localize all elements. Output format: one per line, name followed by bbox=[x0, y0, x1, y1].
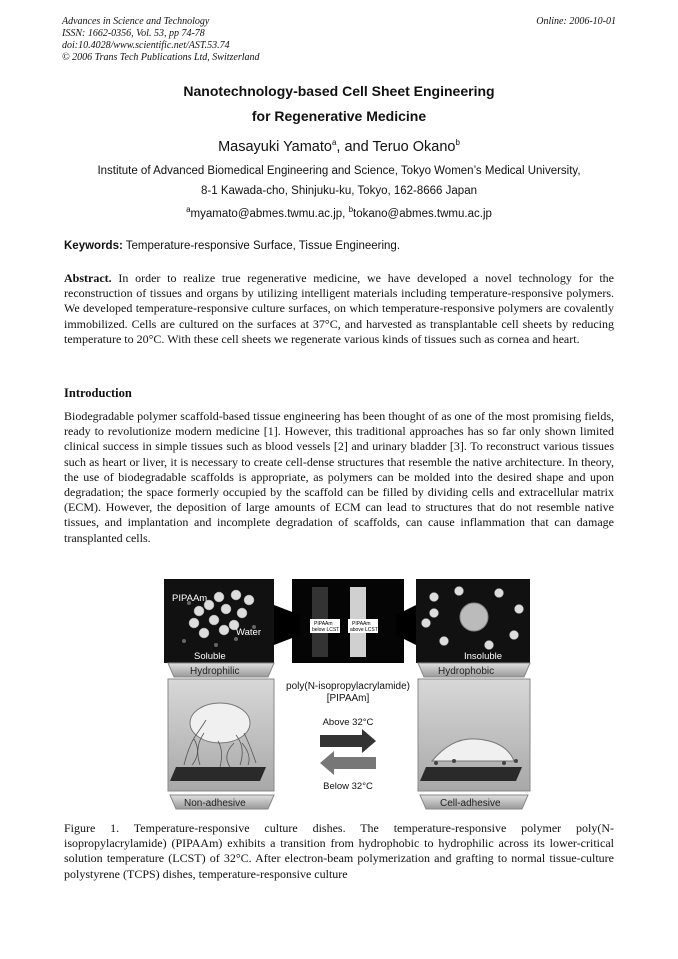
keywords-label: Keywords: bbox=[64, 240, 123, 252]
issn: ISSN: 1662-0356, Vol. 53, pp 74-78 bbox=[62, 28, 205, 39]
polymer-abbr: [PIPAAm] bbox=[326, 693, 370, 704]
figure-caption: Figure 1. Temperature-responsive culture dishes. The temperature-responsive polymer poly(N-isopropylacrylamide) (PIPAAm) exhibits a transition from hydrophobic to hydrophilic across its lower-critical solution temperature (LCST) of 32°C. After electron-beam polymerization and grafting to normal tissue-culture polystyrene (TCPS) dishes, temperature-responsive culture bbox=[64, 821, 614, 881]
author-1-sup: a bbox=[331, 138, 337, 147]
copyright: © 2006 Trans Tech Publications Ltd, Switzerland bbox=[62, 52, 260, 63]
soluble-label: Soluble bbox=[194, 651, 226, 662]
journal-name: Advances in Science and Technology bbox=[62, 16, 210, 27]
email-b: tokano@abmes.twmu.ac.jp bbox=[353, 207, 492, 220]
polymer-name: poly(N-isopropylacrylamide) bbox=[286, 681, 410, 692]
hydrophilic-label: Hydrophilic bbox=[190, 666, 240, 677]
keywords bbox=[64, 240, 400, 252]
arrow-left-icon bbox=[320, 751, 376, 775]
paper-title-line2: for Regenerative Medicine bbox=[251, 108, 427, 124]
affiliation-line1: Institute of Advanced Biomedical Engineering and Science, Tokyo Women’s Medical University, bbox=[97, 165, 581, 177]
affiliation-line2: 8-1 Kawada-cho, Shinjuku-ku, Tokyo, 162-8666 Japan bbox=[201, 185, 477, 197]
arrow-right-icon bbox=[320, 729, 376, 753]
email-a: myamato@abmes.twmu.ac.jp, bbox=[190, 207, 349, 220]
aggregate-icon bbox=[460, 603, 488, 631]
pipaam-label: PIPAAm bbox=[172, 593, 208, 604]
cell-adhesive-label: Cell-adhesive bbox=[440, 798, 501, 809]
introduction-heading: Introduction bbox=[64, 386, 132, 400]
email-a-sup: a bbox=[186, 205, 191, 214]
above-temp-label: Above 32°C bbox=[322, 717, 374, 728]
above-lcst-label-1: PIPAAm bbox=[352, 621, 371, 627]
journal-header bbox=[62, 16, 260, 64]
abstract bbox=[64, 271, 614, 347]
hydrophobic-label: Hydrophobic bbox=[438, 666, 495, 677]
abstract-text: In order to realize true regenerative medicine, we have developed a novel technology for the reconstruction of tissues and organs by utilizing intelligent materials including temperature-responsive polymers. We developed temperature-responsive culture surfaces, on which temperature-responsive polymers are covalently immobilized. Cells are cultured on the surfaces at 37°C, and harvested as transplantable cell sheets by reducing temperature to 20°C. With these cell sheets we regenerate various kinds of tissues such as cornea and heart. bbox=[64, 271, 614, 346]
figure-1 bbox=[164, 575, 534, 818]
below-temp-label: Below 32°C bbox=[323, 781, 373, 792]
authors bbox=[0, 138, 678, 155]
author-emails bbox=[0, 205, 678, 220]
keywords-text: Temperature-responsive Surface, Tissue Engineering. bbox=[122, 240, 401, 252]
author-1: Masayuki Yamato bbox=[218, 138, 332, 155]
online-date: Online: 2006-10-01 bbox=[536, 16, 616, 27]
figure-1-graphic bbox=[164, 575, 534, 818]
below-lcst-label-1: PIPAAm bbox=[314, 621, 333, 627]
below-lcst-label-2: below LCST bbox=[312, 627, 340, 633]
water-label: Water bbox=[236, 627, 261, 638]
author-separator: , and Teruo Okano bbox=[336, 138, 456, 155]
abstract-label: Abstract. bbox=[64, 271, 112, 285]
email-b-sup: b bbox=[348, 205, 354, 214]
author-2-sup: b bbox=[455, 138, 460, 147]
non-adhesive-label: Non-adhesive bbox=[184, 798, 246, 809]
insoluble-label: Insoluble bbox=[464, 651, 503, 662]
doi: doi:10.4028/www.scientific.net/AST.53.74 bbox=[62, 40, 230, 51]
above-lcst-label-2: above LCST bbox=[350, 627, 378, 633]
paper-title-line1: Nanotechnology-based Cell Sheet Engineering bbox=[183, 83, 495, 99]
introduction-text: Biodegradable polymer scaffold-based tissue engineering has been thought of as one of the most promising fields, ready to revolutionize modern medicine [1]. However, this traditional approaches has so far only shown limited clinical success in simple tissues such as blood vessels [2] and urinary bladder [3]. To reconstruct various tissues such as heart or liver, it is necessary to create cell-dense structures that resemble the native architecture. In theory, the use of biodegradable scaffolds is appropriate, as polymers can be molded into the desired shape and upon degradation; the space formerly occupied by the scaffold can be filled by dividing cells and extracellular matrix (ECM). However, the deposition of large amounts of ECM can lead to structures that do not resemble native tissues, and implantation and incomplete degradation of scaffolds, can cause inflammation that can damage transplanted cells. bbox=[64, 409, 614, 545]
